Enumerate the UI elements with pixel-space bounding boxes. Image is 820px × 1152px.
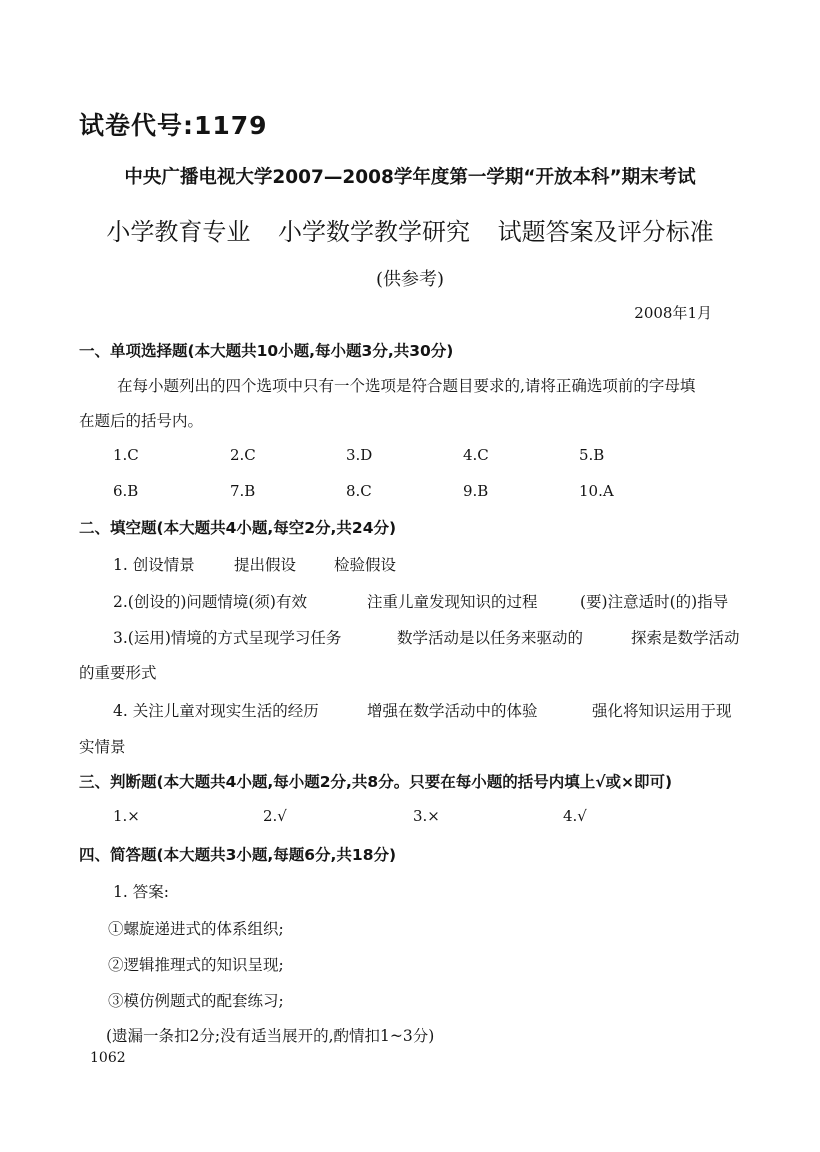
section3-title: 三、判断题(本大题共4小题,每小题2分,共8分。只要在每小题的括号内填上√或×即可) bbox=[79, 773, 673, 791]
choice-answer: 6.B bbox=[113, 482, 139, 500]
fill-answer: 提出假设 bbox=[234, 556, 297, 574]
short-answer-point: ③模仿例题式的配套练习; bbox=[108, 992, 284, 1010]
section1-instruction: 在每小题列出的四个选项中只有一个选项是符合题目要求的,请将正确选项前的字母填 bbox=[117, 377, 696, 395]
fill-answer: 探索是数学活动 bbox=[631, 629, 740, 647]
section2-title: 二、填空题(本大题共4小题,每空2分,共24分) bbox=[79, 519, 397, 537]
fill-answer: 4. 关注儿童对现实生活的经历 bbox=[113, 702, 319, 720]
fill-answer: 数学活动是以任务来驱动的 bbox=[397, 629, 584, 647]
fill-answer: 检验假设 bbox=[334, 556, 397, 574]
choice-answer: 4.C bbox=[463, 446, 489, 464]
judge-answer: 3.× bbox=[413, 807, 440, 825]
page-number: 1062 bbox=[90, 1050, 126, 1066]
choice-answer: 3.D bbox=[346, 446, 373, 464]
fill-answer: 2.(创设的)问题情境(须)有效 bbox=[113, 593, 307, 611]
judge-answer: 4.√ bbox=[563, 807, 587, 825]
fill-answer: 强化将知识运用于现 bbox=[592, 702, 732, 720]
section4-title: 四、简答题(本大题共3小题,每题6分,共18分) bbox=[79, 846, 397, 864]
fill-answer: (要)注意适时(的)指导 bbox=[580, 593, 729, 611]
document-title: 小学教育专业 小学数学教学研究 试题答案及评分标准 bbox=[106, 218, 714, 246]
grading-note: (遗漏一条扣2分;没有适当展开的,酌情扣1~3分) bbox=[106, 1027, 435, 1045]
exam-date: 2008年1月 bbox=[634, 304, 712, 322]
section1-title: 一、单项选择题(本大题共10小题,每小题3分,共30分) bbox=[79, 342, 454, 360]
fill-answer-cont: 实情景 bbox=[79, 738, 126, 756]
choice-answer: 8.C bbox=[346, 482, 372, 500]
judge-answer: 1.× bbox=[113, 807, 140, 825]
fill-answer: 增强在数学活动中的体验 bbox=[367, 702, 538, 720]
choice-answer: 1.C bbox=[113, 446, 139, 464]
section1-instruction-cont: 在题后的括号内。 bbox=[79, 412, 204, 430]
choice-answer: 7.B bbox=[230, 482, 256, 500]
choice-answer: 9.B bbox=[463, 482, 489, 500]
short-answer-point: ②逻辑推理式的知识呈现; bbox=[108, 956, 284, 974]
fill-answer: 1. 创设情景 bbox=[113, 556, 195, 574]
document-subtitle: (供参考) bbox=[375, 269, 445, 290]
exam-header: 中央广播电视大学2007—2008学年度第一学期“开放本科”期末考试 bbox=[124, 167, 696, 188]
short-answer-point: ①螺旋递进式的体系组织; bbox=[108, 920, 284, 938]
short-answer-label: 1. 答案: bbox=[113, 883, 169, 901]
choice-answer: 2.C bbox=[230, 446, 256, 464]
fill-answer: 3.(运用)情境的方式呈现学习任务 bbox=[113, 629, 342, 647]
judge-answer: 2.√ bbox=[263, 807, 287, 825]
choice-answer: 10.A bbox=[579, 482, 614, 500]
paper-code: 试卷代号:1179 bbox=[79, 111, 268, 140]
fill-answer: 注重儿童发现知识的过程 bbox=[367, 593, 538, 611]
choice-answer: 5.B bbox=[579, 446, 605, 464]
fill-answer-cont: 的重要形式 bbox=[79, 664, 157, 682]
